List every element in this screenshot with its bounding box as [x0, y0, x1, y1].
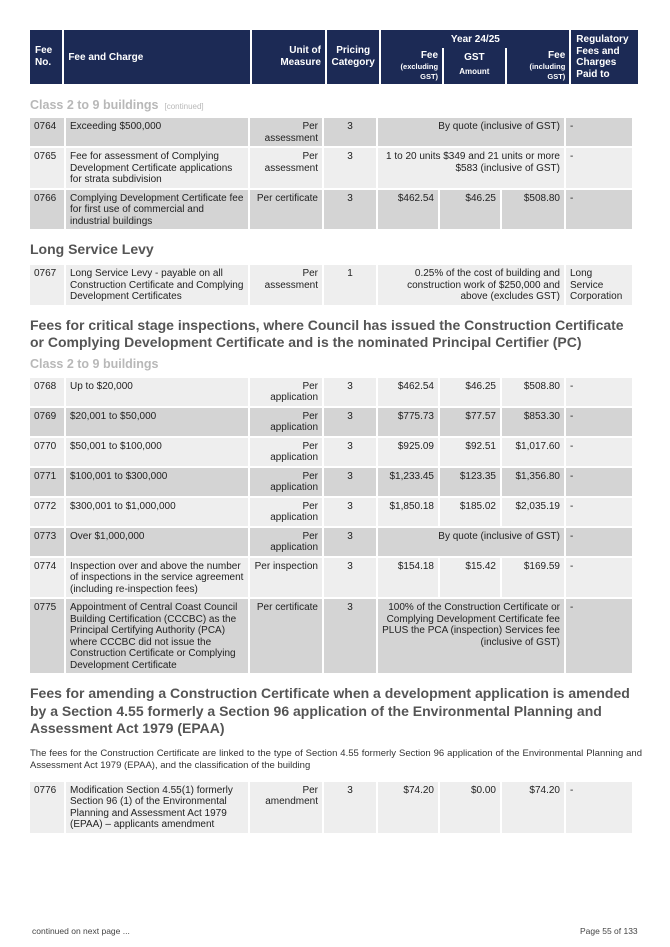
fee-name: $300,001 to $1,000,000 — [66, 498, 248, 526]
section-heading-amending: Fees for amending a Construction Certificate when a development application is amended by a Section 4.55 formerly a Section 96 application of the Environmental Planning and Assessment Act 1979 (EPAA) — [30, 685, 630, 736]
header-fee-excl — [381, 48, 442, 84]
fee-incl-gst: $2,035.19 — [502, 498, 564, 526]
regulatory-paid-to: - — [566, 148, 632, 188]
fee-span-text: By quote (inclusive of GST) — [378, 528, 564, 556]
class-heading — [30, 98, 640, 112]
regulatory-paid-to: - — [566, 528, 632, 556]
fee-incl-gst: $169.59 — [502, 558, 564, 598]
unit-of-measure: Per assessment — [250, 118, 322, 146]
fee-excl-gst: $1,850.18 — [378, 498, 438, 526]
header-unit-line1: Unit of — [289, 45, 321, 56]
pricing-category: 3 — [324, 190, 376, 230]
header-pricing-category — [327, 30, 380, 84]
fee-incl-gst: $74.20 — [502, 782, 564, 833]
regulatory-paid-to: - — [566, 782, 632, 833]
fee-schedule-page — [30, 30, 640, 833]
group-amending — [30, 782, 640, 833]
fee-number: 0774 — [30, 558, 64, 598]
fee-excl-gst: $925.09 — [378, 438, 438, 466]
table-row — [30, 558, 640, 598]
fee-name: Inspection over and above the number of inspections in the service agreement (including re-inspection fees) — [66, 558, 248, 598]
header-fee-excl-note1: (excluding — [400, 62, 439, 71]
unit-of-measure: Per application — [250, 498, 322, 526]
group-long-service-levy — [30, 265, 640, 305]
fee-span-text: 0.25% of the cost of building and construction work of $250,000 and above (excludes GST) — [378, 265, 564, 305]
amending-description: The fees for the Construction Certificate are linked to the type of Section 4.55 formerly Section 96 application of the Environmental Planning and Assessment Act 1979 (EPAA), and the classification of the building — [30, 747, 642, 771]
class-heading-text: Class 2 to 9 buildings — [30, 98, 159, 112]
gst-amount: $15.42 — [440, 558, 500, 598]
fee-number: 0773 — [30, 528, 64, 556]
unit-of-measure: Per application — [250, 468, 322, 496]
regulatory-paid-to: - — [566, 438, 632, 466]
table-row — [30, 408, 640, 436]
fee-name: Fee for assessment of Complying Development Certificate applications for strata subdivision — [66, 148, 248, 188]
fee-name: Modification Section 4.55(1) formerly Section 96 (1) of the Environmental Planning and Assessment Act 1979 (EPAA) – applicants amendment — [66, 782, 248, 833]
pricing-category: 3 — [324, 782, 376, 833]
fee-number: 0770 — [30, 438, 64, 466]
fee-name: Over $1,000,000 — [66, 528, 248, 556]
footer-page-number: Page 55 of 133 — [580, 926, 638, 936]
fee-span-text: 100% of the Construction Certificate or Complying Development Certificate fee PLUS the PCA (inspection) Services fee (inclusive of GST) — [378, 599, 564, 673]
header-unit-line2: Measure — [280, 57, 321, 68]
section-heading-critical-stage: Fees for critical stage inspections, where Council has issued the Construction Certificate or Complying Development Certificate and is the nominated Principal Certifier (PC) — [30, 316, 624, 350]
fee-incl-gst: $1,356.80 — [502, 468, 564, 496]
fee-excl-gst: $74.20 — [378, 782, 438, 833]
regulatory-paid-to: - — [566, 558, 632, 598]
pricing-category: 3 — [324, 148, 376, 188]
fee-number: 0771 — [30, 468, 64, 496]
unit-of-measure: Per assessment — [250, 148, 322, 188]
header-fee-incl-label: Fee — [548, 50, 566, 61]
gst-amount: $92.51 — [440, 438, 500, 466]
header-fee-incl — [507, 48, 570, 84]
header-reg-line2: Fees and — [576, 45, 620, 57]
fee-name: Long Service Levy - payable on all Construction Certificate and Complying Development Certificates — [66, 265, 248, 305]
fee-name: Up to $20,000 — [66, 378, 248, 406]
header-fee-excl-note2: GST) — [420, 72, 439, 81]
gst-amount: $185.02 — [440, 498, 500, 526]
table-row — [30, 118, 640, 146]
header-unit-of-measure — [252, 30, 325, 84]
fee-number: 0772 — [30, 498, 64, 526]
gst-amount: $46.25 — [440, 190, 500, 230]
header-gst-label: GST — [464, 52, 485, 63]
header-gst — [444, 48, 505, 84]
gst-amount: $0.00 — [440, 782, 500, 833]
table-row — [30, 438, 640, 466]
unit-of-measure: Per certificate — [250, 190, 322, 230]
regulatory-paid-to: - — [566, 378, 632, 406]
fee-name: $20,001 to $50,000 — [66, 408, 248, 436]
header-pricing-line2: Category — [331, 57, 375, 68]
pricing-category: 3 — [324, 558, 376, 598]
header-reg-line1: Regulatory — [576, 34, 629, 45]
pricing-category: 3 — [324, 408, 376, 436]
table-row — [30, 190, 640, 230]
header-fee-excl-label: Fee — [420, 50, 439, 61]
gst-amount: $123.35 — [440, 468, 500, 496]
header-reg-line4: Paid to — [576, 68, 610, 80]
table-row — [30, 498, 640, 526]
header-fee-no-line1: Fee — [35, 45, 53, 56]
header-year: Year 24/25 — [381, 30, 569, 48]
table-row — [30, 265, 640, 305]
continued-tag: [continued] — [164, 102, 204, 111]
regulatory-paid-to: Long Service Corporation — [566, 265, 632, 305]
fee-span-text: By quote (inclusive of GST) — [378, 118, 564, 146]
pricing-category: 3 — [324, 118, 376, 146]
fee-number: 0767 — [30, 265, 64, 305]
header-fee-no-line2: No. — [35, 57, 52, 68]
pricing-category: 3 — [324, 528, 376, 556]
header-reg-line3: Charges — [576, 57, 617, 68]
fee-excl-gst: $154.18 — [378, 558, 438, 598]
table-row — [30, 782, 640, 833]
unit-of-measure: Per assessment — [250, 265, 322, 305]
group-critical-stage — [30, 378, 640, 674]
unit-of-measure: Per amendment — [250, 782, 322, 833]
pricing-category: 3 — [324, 599, 376, 673]
group-class-buildings — [30, 118, 640, 229]
header-fee-incl-note1: (including — [529, 62, 566, 71]
unit-of-measure: Per application — [250, 528, 322, 556]
fee-name: $100,001 to $300,000 — [66, 468, 248, 496]
fee-incl-gst: $508.80 — [502, 190, 564, 230]
fee-number: 0764 — [30, 118, 64, 146]
pricing-category: 3 — [324, 378, 376, 406]
fee-incl-gst: $1,017.60 — [502, 438, 564, 466]
fee-number: 0769 — [30, 408, 64, 436]
fee-span-text: 1 to 20 units $349 and 21 units or more $583 (inclusive of GST) — [378, 148, 564, 188]
header-regulatory — [571, 30, 638, 84]
table-row — [30, 468, 640, 496]
table-header — [28, 30, 640, 84]
regulatory-paid-to: - — [566, 599, 632, 673]
fee-number: 0776 — [30, 782, 64, 833]
header-fee-no — [30, 30, 62, 84]
pricing-category: 3 — [324, 468, 376, 496]
fee-number: 0765 — [30, 148, 64, 188]
fee-excl-gst: $462.54 — [378, 190, 438, 230]
header-fee-and-charge: Fee and Charge — [64, 30, 250, 84]
fee-number: 0766 — [30, 190, 64, 230]
table-row — [30, 599, 640, 673]
gst-amount: $46.25 — [440, 378, 500, 406]
fee-incl-gst: $508.80 — [502, 378, 564, 406]
table-row — [30, 378, 640, 406]
fee-excl-gst: $1,233.45 — [378, 468, 438, 496]
table-row — [30, 148, 640, 188]
unit-of-measure: Per certificate — [250, 599, 322, 673]
class-heading: Class 2 to 9 buildings — [30, 356, 159, 371]
header-pricing-line1: Pricing — [336, 45, 371, 56]
table-row — [30, 528, 640, 556]
pricing-category: 3 — [324, 438, 376, 466]
unit-of-measure: Per inspection — [250, 558, 322, 598]
fee-incl-gst: $853.30 — [502, 408, 564, 436]
regulatory-paid-to: - — [566, 190, 632, 230]
header-fee-incl-note2: GST) — [547, 72, 566, 81]
fee-excl-gst: $462.54 — [378, 378, 438, 406]
gst-amount: $77.57 — [440, 408, 500, 436]
unit-of-measure: Per application — [250, 438, 322, 466]
pricing-category: 1 — [324, 265, 376, 305]
fee-name: Exceeding $500,000 — [66, 118, 248, 146]
section-heading-long-service-levy: Long Service Levy — [30, 241, 154, 257]
fee-name: Complying Development Certificate fee for first use of commercial and industrial buildings — [66, 190, 248, 230]
header-gst-amount: Amount — [459, 67, 490, 76]
fee-name: Appointment of Central Coast Council Building Certification (CCCBC) as the Principal Certifying Authority (PCA) where CCCBC did not issue the Construction Certificate or Complying Development Certificate — [66, 599, 248, 673]
regulatory-paid-to: - — [566, 468, 632, 496]
fee-name: $50,001 to $100,000 — [66, 438, 248, 466]
regulatory-paid-to: - — [566, 408, 632, 436]
unit-of-measure: Per application — [250, 378, 322, 406]
footer-continued: continued on next page ... — [32, 926, 130, 936]
pricing-category: 3 — [324, 498, 376, 526]
regulatory-paid-to: - — [566, 118, 632, 146]
fee-number: 0775 — [30, 599, 64, 673]
regulatory-paid-to: - — [566, 498, 632, 526]
fee-excl-gst: $775.73 — [378, 408, 438, 436]
fee-number: 0768 — [30, 378, 64, 406]
unit-of-measure: Per application — [250, 408, 322, 436]
